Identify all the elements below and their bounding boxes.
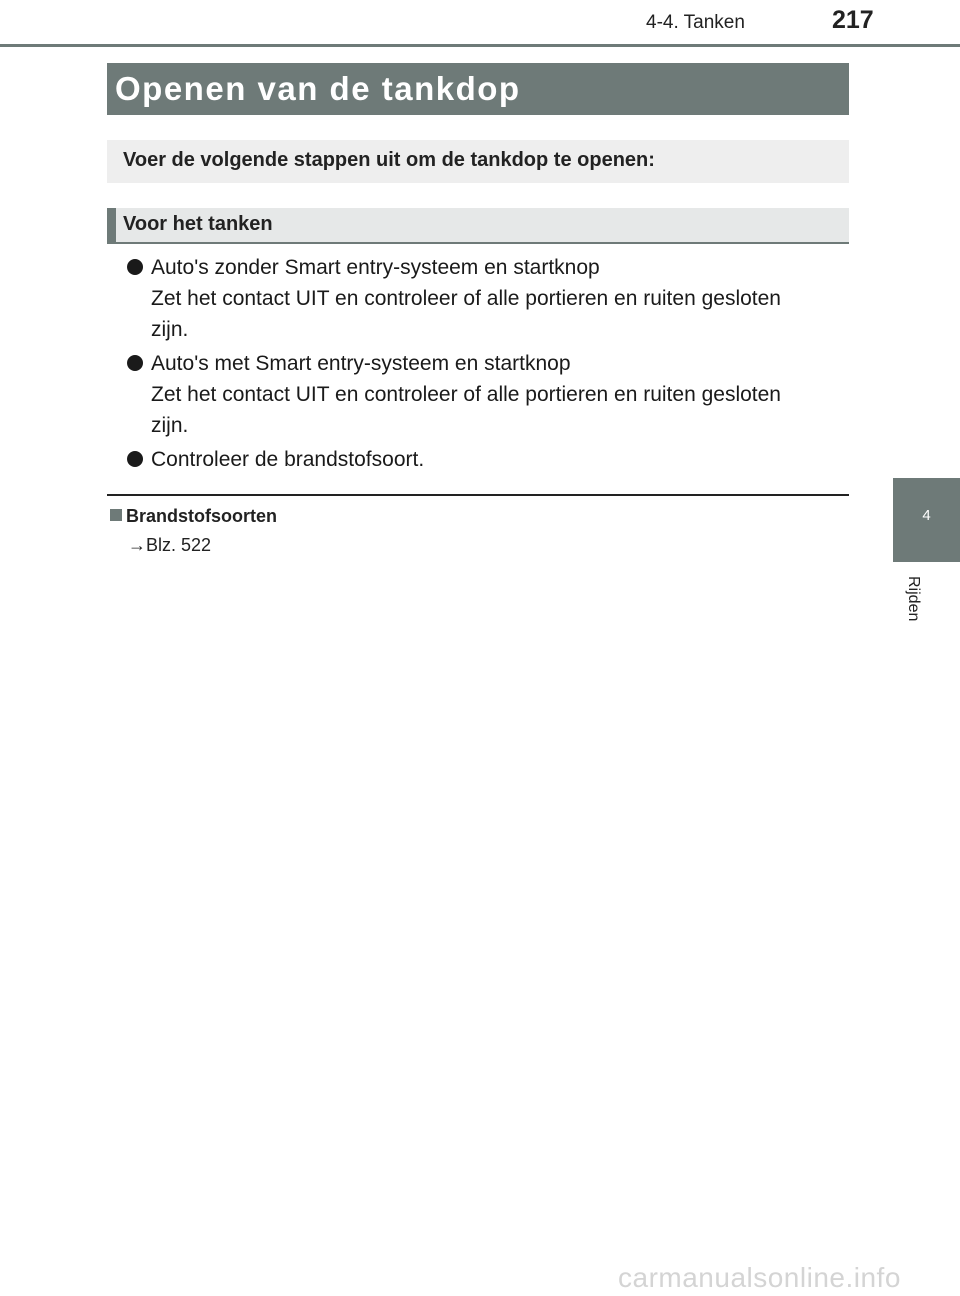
note-heading-text: Brandstofsoorten [126, 506, 278, 526]
bullet-line: zijn. [151, 318, 189, 341]
header-section-title: 4-4. Tanken [646, 12, 745, 33]
bullet-item [125, 348, 849, 441]
bullet-item [125, 252, 849, 345]
header-rule [0, 44, 960, 47]
watermark: carmanualsonline.info [618, 1262, 901, 1293]
page-reference-link[interactable]: →Blz. 522 [128, 535, 212, 555]
bullet-dot-icon [127, 451, 143, 467]
chapter-label: Rijden [905, 576, 922, 622]
bullet-line: Auto's met Smart entry-systeem en startknop [151, 352, 571, 375]
note-heading [110, 506, 277, 527]
bullet-list [125, 252, 849, 477]
bullet-dot-icon [127, 355, 143, 371]
square-bullet-icon [110, 509, 122, 521]
bullet-line: Zet het contact UIT en controleer of alle portieren en ruiten gesloten [151, 383, 781, 406]
chapter-number: 4 [922, 507, 931, 524]
bullet-dot-icon [127, 259, 143, 275]
bullet-line: Controleer de brandstofsoort. [151, 448, 425, 471]
bullet-line: Zet het contact UIT en controleer of alle portieren en ruiten gesloten [151, 287, 781, 310]
chapter-tab[interactable] [893, 478, 960, 562]
bullet-line: Auto's zonder Smart entry-systeem en startknop [151, 256, 600, 279]
bullet-line: zijn. [151, 414, 189, 437]
intro-box: Voer de volgende stappen uit om de tankdop te openen: [107, 140, 849, 183]
bullet-item [125, 444, 849, 475]
page-title: Openen van de tankdop [107, 63, 849, 115]
subsection-heading: Voor het tanken [107, 208, 849, 244]
note-divider [107, 494, 849, 496]
page-number: 217 [832, 6, 874, 34]
